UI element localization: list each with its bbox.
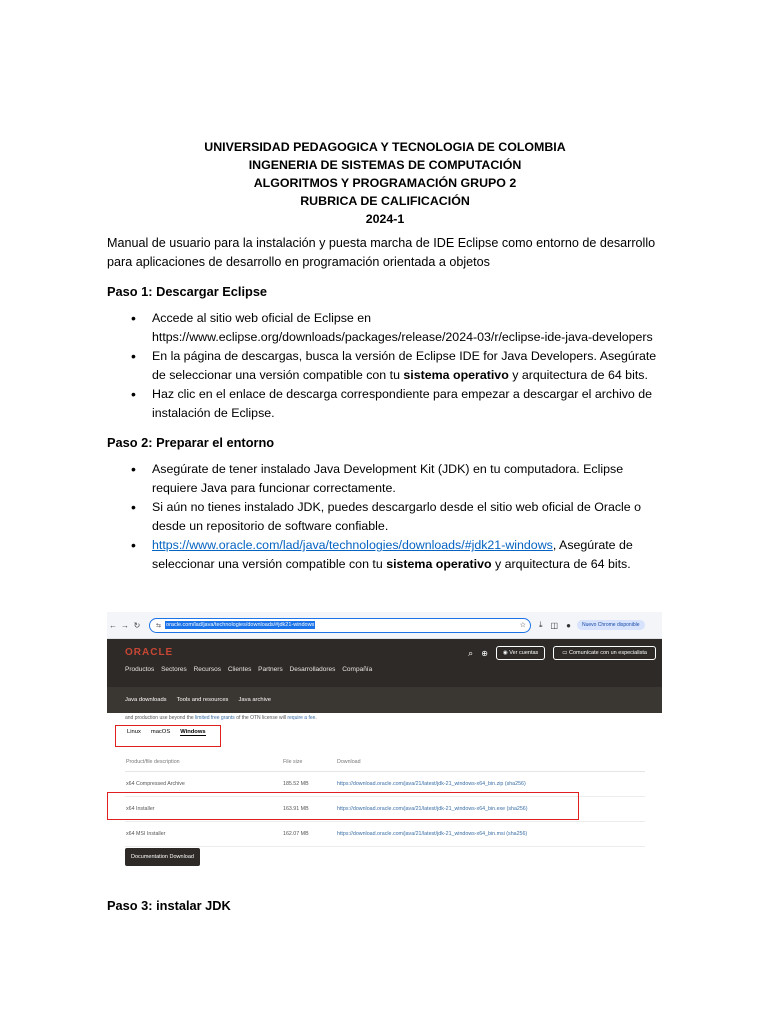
menu-item: Recursos <box>193 666 222 673</box>
profile-avatar-icon: ● <box>566 620 571 630</box>
back-arrow-icon: ← <box>109 620 117 630</box>
file-size: 185.52 MB <box>282 772 336 797</box>
tab-linux: Linux <box>127 729 141 735</box>
column-header: Download <box>336 753 645 772</box>
tab-windows: Windows <box>180 729 206 735</box>
step1-title: Paso 1: Descargar Eclipse <box>107 284 268 299</box>
column-header: File size <box>282 753 336 772</box>
step3-title: Paso 3: instalar JDK <box>107 898 231 913</box>
step2-list <box>107 460 667 574</box>
account-label: Ver cuentas <box>509 650 539 656</box>
document-header <box>103 138 667 228</box>
list-item <box>107 536 667 574</box>
list-item <box>107 460 667 498</box>
tab-macos: macOS <box>150 729 171 735</box>
site-settings-icon: ⇆ <box>156 622 162 629</box>
list-item-text: y arquitectura de 64 bits. <box>491 557 631 571</box>
file-size: 163.91 MB <box>282 797 336 822</box>
chrome-update-pill: Nuevo Chrome disponible <box>577 620 645 630</box>
list-item <box>107 385 667 423</box>
bullet-icon: • <box>131 537 136 553</box>
menu-item: Productos <box>125 666 155 673</box>
header-line-rubric: RUBRICA DE CALIFICACIÓN <box>300 194 470 208</box>
browser-toolbar <box>107 612 662 639</box>
menu-item: Desarrolladores <box>289 666 336 673</box>
forward-arrow-icon: → <box>121 620 129 630</box>
bookmark-star-icon: ☆ <box>519 622 526 629</box>
list-item-text: y arquitectura de 64 bits. <box>508 368 648 382</box>
download-icon: ⤓ <box>539 620 543 629</box>
list-item <box>107 347 667 385</box>
subnav-item: Tools and resources <box>176 697 229 703</box>
header-line-university: UNIVERSIDAD PEDAGOGICA Y TECNOLOGIA DE COLOMBIA <box>204 140 566 154</box>
documentation-download-button: Documentation Download <box>125 848 200 866</box>
download-link: https://download.oracle.com/java/21/latest/jdk-21_windows-x64_bin.msi (sha256) <box>336 822 645 847</box>
menu-item: Sectores <box>161 666 187 673</box>
account-button: ◉ Ver cuentas <box>496 646 545 660</box>
step2-title: Paso 2: Preparar el entorno <box>107 435 275 450</box>
column-header: Product/file description <box>125 753 282 772</box>
subnav-item: Java archive <box>238 697 272 703</box>
contact-label: Comunícate con un especialista <box>569 650 647 656</box>
oracle-download-screenshot <box>107 612 662 887</box>
header-line-program: INGENERIA DE SISTEMAS DE COMPUTACIÓN <box>248 158 522 172</box>
list-item-text: Asegúrate de tener instalado Java Development Kit (JDK) en tu computadora. Eclipse requiere Java para funcionar correctamente. <box>152 462 624 495</box>
download-link: https://download.oracle.com/java/21/latest/jdk-21_windows-x64_bin.exe (sha256) <box>336 797 645 822</box>
bullet-icon: • <box>131 461 136 477</box>
menu-item: Clientes <box>227 666 252 673</box>
bold-text: sistema operativo <box>403 368 509 382</box>
file-description: x64 Installer <box>125 797 282 822</box>
table-header-row <box>125 753 645 772</box>
download-link: https://download.oracle.com/java/21/latest/jdk-21_windows-x64_bin.zip (sha256) <box>336 772 645 797</box>
step1-list <box>107 309 667 423</box>
highlight-box-installer <box>107 792 579 820</box>
list-item-text: Haz clic en el enlace de descarga correspondiente para empezar a descargar el archivo de instalación de Eclipse. <box>152 387 653 420</box>
bullet-icon: • <box>131 310 136 326</box>
list-item-text: En la página de descargas, busca la versión de Eclipse IDE for Java Developers. Asegúrate de seleccionar una versión compatible con tu <box>152 349 657 382</box>
menu-item: Partners <box>258 666 283 673</box>
document-body <box>107 138 667 574</box>
file-description: x64 MSI Installer <box>125 822 282 847</box>
subnav-item: Java downloads <box>125 697 167 703</box>
oracle-logo: ORACLE <box>125 647 174 658</box>
header-line-period: 2024-1 <box>365 212 405 226</box>
list-item <box>107 309 667 347</box>
address-bar <box>149 618 531 633</box>
bullet-icon: • <box>131 348 136 364</box>
sidebar-icon: ◫ <box>550 620 559 630</box>
license-note: and production use beyond the limited free grants of the OTN license will require a fee. <box>125 715 317 721</box>
download-content <box>107 715 662 860</box>
bullet-icon: • <box>131 386 136 402</box>
oracle-jdk-link[interactable]: https://www.oracle.com/lad/java/technologies/downloads/#jdk21-windows <box>152 538 553 552</box>
intro-paragraph: Manual de usuario para la instalación y puesta marcha de IDE Eclipse como entorno de desarrollo para aplicaciones de desarrollo en programación orientada a objetos <box>107 236 656 269</box>
header-line-course: ALGORITMOS Y PROGRAMACIÓN GRUPO 2 <box>253 176 517 190</box>
list-item-text: Accede al sitio web oficial de Eclipse en https://www.eclipse.org/downloads/packages/release/2024-03/r/eclipse-ide-java-developers <box>152 311 653 344</box>
contact-button: ▭ Comunícate con un especialista <box>553 646 656 660</box>
file-description: x64 Compressed Archive <box>125 772 282 797</box>
table-row <box>125 822 645 847</box>
reload-icon: ↻ <box>133 620 141 630</box>
bold-text: sistema operativo <box>386 557 492 571</box>
highlight-box-tabs <box>115 725 221 747</box>
oracle-header <box>107 639 662 687</box>
list-item-text: Si aún no tienes instalado JDK, puedes descargarlo desde el sitio web oficial de Oracle o desde un repositorio de software confiable. <box>152 500 642 533</box>
file-size: 162.07 MB <box>282 822 336 847</box>
address-bar-url: oracle.com/lad/java/technologies/downloads/#jdk21-windows <box>166 622 315 628</box>
list-item-text: , Asegúrate de seleccionar una versión compatible con tu <box>152 538 633 571</box>
oracle-header-actions <box>468 646 656 660</box>
oracle-main-menu <box>125 666 376 673</box>
search-icon: ⌕ <box>468 647 474 658</box>
bullet-icon: • <box>131 499 136 515</box>
globe-icon: ⊕ <box>481 648 488 658</box>
list-item <box>107 498 667 536</box>
menu-item: Compañía <box>342 666 373 673</box>
oracle-subnav <box>107 687 662 713</box>
